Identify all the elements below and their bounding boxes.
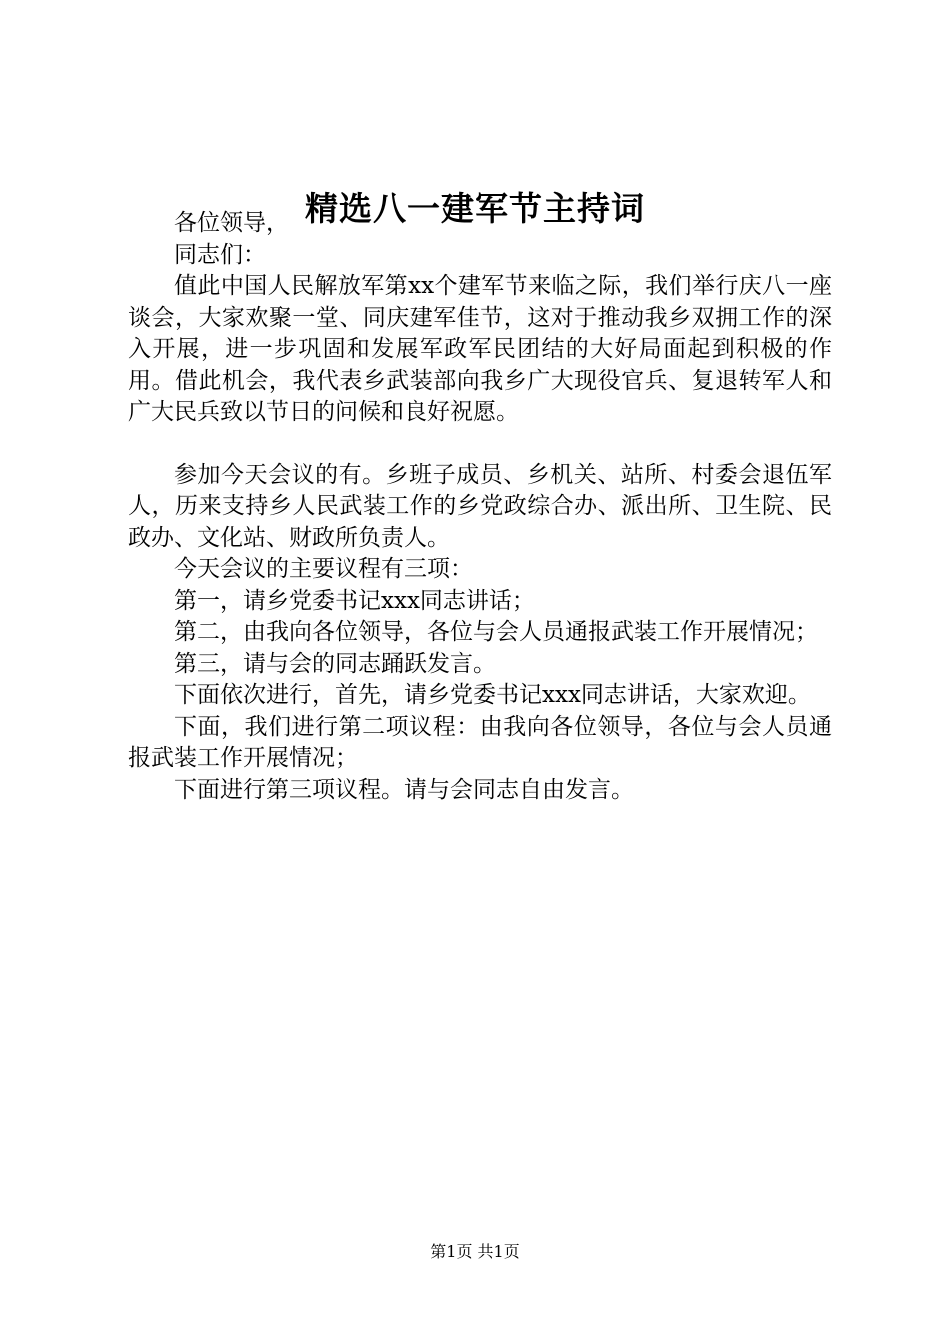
paragraph-attendees: 参加今天会议的有。乡班子成员、乡机关、站所、村委会退伍军人，历来支持乡人民武装工作的乡党政综合办、派出所、卫生院、民政办、文化站、财政所负责人。 xyxy=(128,461,832,551)
paragraph-opening: 值此中国人民解放军第xx个建军节来临之际，我们举行庆八一座谈会，大家欢聚一堂、同庆建军佳节，这对于推动我乡双拥工作的深入开展，进一步巩固和发展军政军民团结的大好局面起到积极的作用。借此机会，我代表乡武装部向我乡广大现役官兵、复退转军人和广大民兵致以节日的问候和良好祝愿。 xyxy=(128,273,832,425)
paragraph-salutation-leaders: 各位领导， xyxy=(174,210,289,236)
paragraph-salutation-comrades: 同志们： xyxy=(174,241,266,268)
paragraph-agenda-item-2: 第二，由我向各位领导，各位与会人员通报武装工作开展情况； xyxy=(174,619,818,645)
paragraph-agenda-item-3: 第三，请与会的同志踊跃发言。 xyxy=(174,650,496,677)
page-number-footer: 第1页 共1页 xyxy=(430,1242,520,1261)
paragraph-proceed-first: 下面依次进行，首先，请乡党委书记xxx同志讲话，大家欢迎。 xyxy=(174,682,811,708)
paragraph-proceed-third: 下面进行第三项议程。请与会同志自由发言。 xyxy=(174,776,634,803)
document-body xyxy=(128,208,832,806)
document-title: 精选八一建军节主持词 xyxy=(305,189,645,228)
paragraph-agenda-intro: 今天会议的主要议程有三项： xyxy=(174,556,473,582)
paragraph-proceed-second: 下面，我们进行第二项议程：由我向各位领导，各位与会人员通报武装工作开展情况； xyxy=(128,713,832,771)
paragraph-agenda-item-1: 第一，请乡党委书记xxx同志讲话； xyxy=(174,587,535,614)
